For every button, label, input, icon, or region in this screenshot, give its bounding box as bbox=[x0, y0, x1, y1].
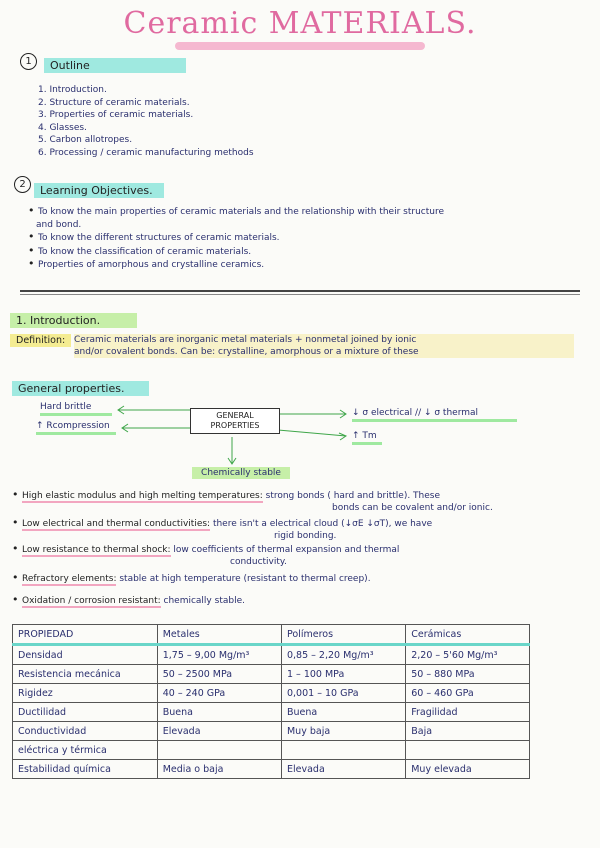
table-row bbox=[13, 741, 530, 760]
outline-item: 5. Carbon allotropes. bbox=[38, 135, 133, 145]
objective-item: • To know the main properties of ceramic materials and the relationship with their structure bbox=[28, 204, 444, 217]
table-row bbox=[13, 760, 530, 779]
table-cell: Muy elevada bbox=[406, 760, 530, 779]
table-row bbox=[13, 665, 530, 684]
objectives-heading: Learning Objectives. bbox=[34, 183, 164, 198]
section-number-2: 2 bbox=[14, 176, 31, 193]
outline-item: 4. Glasses. bbox=[38, 122, 87, 133]
table-cell: 2,20 – 5'60 Mg/m³ bbox=[406, 645, 530, 665]
objective-item: • To know the classification of ceramic materials. bbox=[28, 243, 252, 257]
definition-text: Ceramic materials are inorganic metal materials + nonmetal joined by ionic and/or covalent bonds. Can be: crystalline, amorphous or a mixture of these bbox=[74, 334, 574, 358]
table-row bbox=[13, 684, 530, 703]
table-header-cell: PROPIEDAD bbox=[13, 625, 158, 645]
table-cell: Ductilidad bbox=[13, 703, 158, 722]
table-cell: Muy baja bbox=[281, 722, 405, 741]
table-cell bbox=[281, 741, 405, 760]
table-cell: 1 – 100 MPa bbox=[281, 665, 405, 684]
outline-item: 1. Introduction. bbox=[38, 85, 107, 95]
intro-heading: 1. Introduction. bbox=[10, 313, 137, 328]
table-cell: Buena bbox=[157, 703, 281, 722]
table-cell: Media o baja bbox=[157, 760, 281, 779]
table-header-cell: Cerámicas bbox=[406, 625, 530, 645]
property-bullet: • Refractory elements: stable at high temperature (resistant to thermal creep). bbox=[12, 571, 371, 584]
table-cell: Elevada bbox=[157, 722, 281, 741]
outline-item: 3. Properties of ceramic materials. bbox=[38, 110, 194, 120]
table-cell: Estabilidad química bbox=[13, 760, 158, 779]
table-cell: Conductividad bbox=[13, 722, 158, 741]
table-header-row bbox=[13, 625, 530, 645]
table-cell bbox=[406, 741, 530, 760]
table-cell: Fragilidad bbox=[406, 703, 530, 722]
table-cell: Baja bbox=[406, 722, 530, 741]
outline-heading: Outline bbox=[44, 58, 186, 73]
table-cell: Resistencia mecánica bbox=[13, 665, 158, 684]
table-row bbox=[13, 703, 530, 722]
general-properties-box: GENERAL PROPERTIES bbox=[190, 408, 280, 434]
left-property-1: Hard brittle bbox=[40, 401, 112, 416]
table-cell: Densidad bbox=[13, 645, 158, 665]
definition-label: Definition: bbox=[10, 334, 71, 347]
table-cell: Rigidez bbox=[13, 684, 158, 703]
property-bullet: • Low resistance to thermal shock: low coefficients of thermal expansion and thermal conductivity. bbox=[12, 542, 400, 567]
objective-item: • Properties of amorphous and crystalline ceramics. bbox=[28, 257, 265, 270]
table-cell: 1,75 – 9,00 Mg/m³ bbox=[157, 645, 281, 665]
general-properties-heading: General properties. bbox=[12, 381, 149, 396]
right-property-2: ↑ Tm bbox=[352, 430, 382, 445]
table-cell: 0,001 – 10 GPa bbox=[281, 684, 405, 703]
property-bullet: • Low electrical and thermal conductivities: there isn't a electrical cloud (↓σE ↓σT), we have rigid bonding. bbox=[12, 516, 433, 541]
left-property-2: ↑ Rcompression bbox=[36, 420, 116, 435]
property-bullet: • High elastic modulus and high melting temperatures: strong bonds ( hard and brittle). These bonds can be covalent and/or ionic. bbox=[12, 488, 493, 513]
property-bullet: • Oxidation / corrosion resistant: chemically stable. bbox=[12, 593, 245, 606]
outline-item: 2. Structure of ceramic materials. bbox=[38, 97, 190, 108]
table-header-cell: Polímeros bbox=[281, 625, 405, 645]
table-cell: eléctrica y térmica bbox=[13, 741, 158, 760]
page-title: Ceramic MATERIALS. bbox=[123, 6, 477, 41]
table-cell: Buena bbox=[281, 703, 405, 722]
section-number-1: 1 bbox=[20, 53, 37, 70]
outline-item: 6. Processing / ceramic manufacturing methods bbox=[38, 147, 254, 158]
properties-table bbox=[12, 624, 530, 779]
table-row bbox=[13, 645, 530, 665]
bottom-property: Chemically stable bbox=[192, 467, 290, 479]
right-property-1: ↓ σ electrical // ↓ σ thermal bbox=[352, 407, 517, 422]
objective-item: • To know the different structures of ceramic materials. bbox=[28, 230, 280, 243]
objective-item: and bond. bbox=[36, 219, 82, 230]
table-cell: 0,85 – 2,20 Mg/m³ bbox=[281, 645, 405, 665]
table-cell: 50 – 880 MPa bbox=[406, 665, 530, 684]
table-row bbox=[13, 722, 530, 741]
table-cell: Elevada bbox=[281, 760, 405, 779]
table-cell: 50 – 2500 MPa bbox=[157, 665, 281, 684]
table-cell bbox=[157, 741, 281, 760]
table-cell: 40 – 240 GPa bbox=[157, 684, 281, 703]
table-header-cell: Metales bbox=[157, 625, 281, 645]
table-cell: 60 – 460 GPa bbox=[406, 684, 530, 703]
